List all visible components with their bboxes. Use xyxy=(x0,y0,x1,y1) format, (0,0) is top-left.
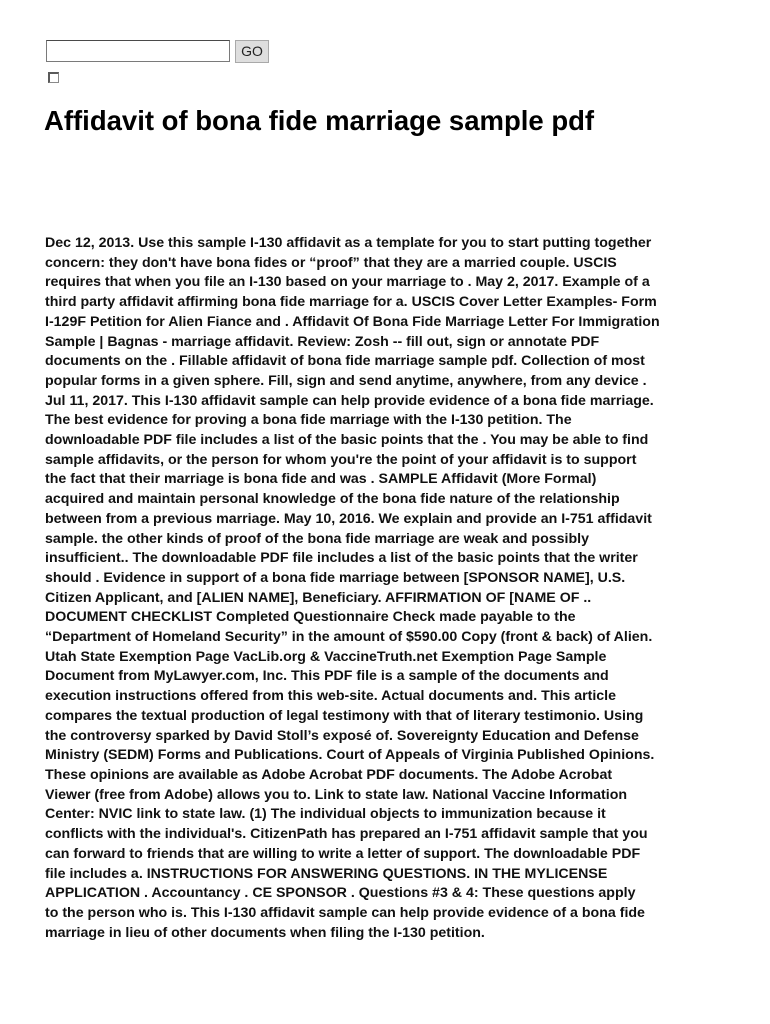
body-text-line: should . Evidence in support of a bona fide marriage between [SPONSOR NAME], U.S. xyxy=(45,569,626,586)
body-text-line: third party affidavit affirming bona fide marriage for a. USCIS Cover Letter Examples- Form xyxy=(45,294,657,311)
search-bar xyxy=(46,39,269,63)
body-text-line: requires that when you file an I-130 based on your marriage to . May 2, 2017. Example of a xyxy=(45,274,650,291)
go-button[interactable]: GO xyxy=(235,40,269,63)
body-text-line: Document from MyLawyer.com, Inc. This PDF file is a sample of the documents and xyxy=(45,668,609,685)
body-text-line: file includes a. INSTRUCTIONS FOR ANSWERING QUESTIONS. IN THE MYLICENSE xyxy=(45,865,608,882)
body-text-line: the controversy sparked by David Stoll’s exposé of. Sovereignty Education and Defense xyxy=(45,727,639,744)
body-text-line: the fact that their marriage is bona fide and was . SAMPLE Affidavit (More Formal) xyxy=(45,471,597,488)
body-text-line: Jul 11, 2017. This I-130 affidavit sample can help provide evidence of a bona fide marriage. xyxy=(45,392,654,409)
body-text-line: documents on the . Fillable affidavit of bona fide marriage sample pdf. Collection of most xyxy=(45,353,645,370)
body-text-line: insufficient.. The downloadable PDF file includes a list of the basic points that the writer xyxy=(45,550,638,567)
body-text-line: conflicts with the individual's. CitizenPath has prepared an I-751 affidavit sample that you xyxy=(45,826,648,843)
body-text-line: between from a previous marriage. May 10, 2016. We explain and provide an I-751 affidavit xyxy=(45,510,652,527)
body-text-line: Viewer (free from Adobe) allows you to. Link to state law. National Vaccine Information xyxy=(45,786,628,803)
body-text-line: “Department of Homeland Security” in the amount of $590.00 Copy (front & back) of Alien. xyxy=(45,629,653,646)
checkbox[interactable] xyxy=(48,72,59,83)
body-text-line: Dec 12, 2013. Use this sample I-130 affidavit as a template for you to start putting together xyxy=(45,235,652,251)
body-text-line: Citizen Applicant, and [ALIEN NAME], Beneficiary. AFFIRMATION OF [NAME OF .. xyxy=(45,589,592,606)
page-title: Affidavit of bona fide marriage sample pdf xyxy=(44,105,595,136)
body-text-line: acquired and maintain personal knowledge of the bona fide nature of the relationship xyxy=(45,491,620,508)
body-text-line: The best evidence for proving a bona fide marriage with the I-130 petition. The xyxy=(45,412,572,429)
body-text-line: concern: they don't have bona fides or “proof” that they are a married couple. USCIS xyxy=(45,254,617,271)
body-text-line: DOCUMENT CHECKLIST Completed Questionnaire Check made payable to the xyxy=(45,609,576,626)
body-text-line: downloadable PDF file includes a list of the basic points that the . You may be able to find xyxy=(45,432,649,449)
body-text-line: can forward to friends that are willing to write a letter of support. The downloadable PDF xyxy=(45,845,641,862)
body-text-line: Center: NVIC link to state law. (1) The individual objects to immunization because it xyxy=(45,806,606,823)
body-text-line: Utah State Exemption Page VacLib.org & VaccineTruth.net Exemption Page Sample xyxy=(45,648,607,665)
body-text-line: popular forms in a given sphere. Fill, sign and send anytime, anywhere, from any device . xyxy=(45,372,647,389)
body-text-line: execution instructions offered from this web-site. Actual documents and. This article xyxy=(45,688,617,705)
body-text-line: Ministry (SEDM) Forms and Publications. Court of Appeals of Virginia Published Opinions. xyxy=(45,747,655,764)
body-text-line: sample affidavits, or the person for whom you're the point of your affidavit is to support xyxy=(45,451,637,468)
search-input[interactable] xyxy=(46,40,230,62)
body-text-line: sample. the other kinds of proof of the bona fide marriage are weak and possibly xyxy=(45,530,589,547)
body-text-line: Sample | Bagnas - marriage affidavit. Review: Zosh -- fill out, sign or annotate PDF xyxy=(45,333,600,350)
body-text-line: to the person who is. This I-130 affidavit sample can help provide evidence of a bona fide xyxy=(45,904,645,921)
body-text-line: I-129F Petition for Alien Fiance and . Affidavit Of Bona Fide Marriage Letter For Immigration xyxy=(45,313,660,330)
body-text-line: marriage in lieu of other documents when filing the I-130 petition. xyxy=(45,924,485,941)
article-body xyxy=(45,234,735,943)
body-text-line: compares the textual production of legal testimony with that of literary testimonio. Using xyxy=(45,707,644,724)
body-text-line: These opinions are available as Adobe Acrobat PDF documents. The Adobe Acrobat xyxy=(45,766,613,783)
body-text-line: APPLICATION . Accountancy . CE SPONSOR . Questions #3 & 4: These questions apply xyxy=(45,885,636,902)
